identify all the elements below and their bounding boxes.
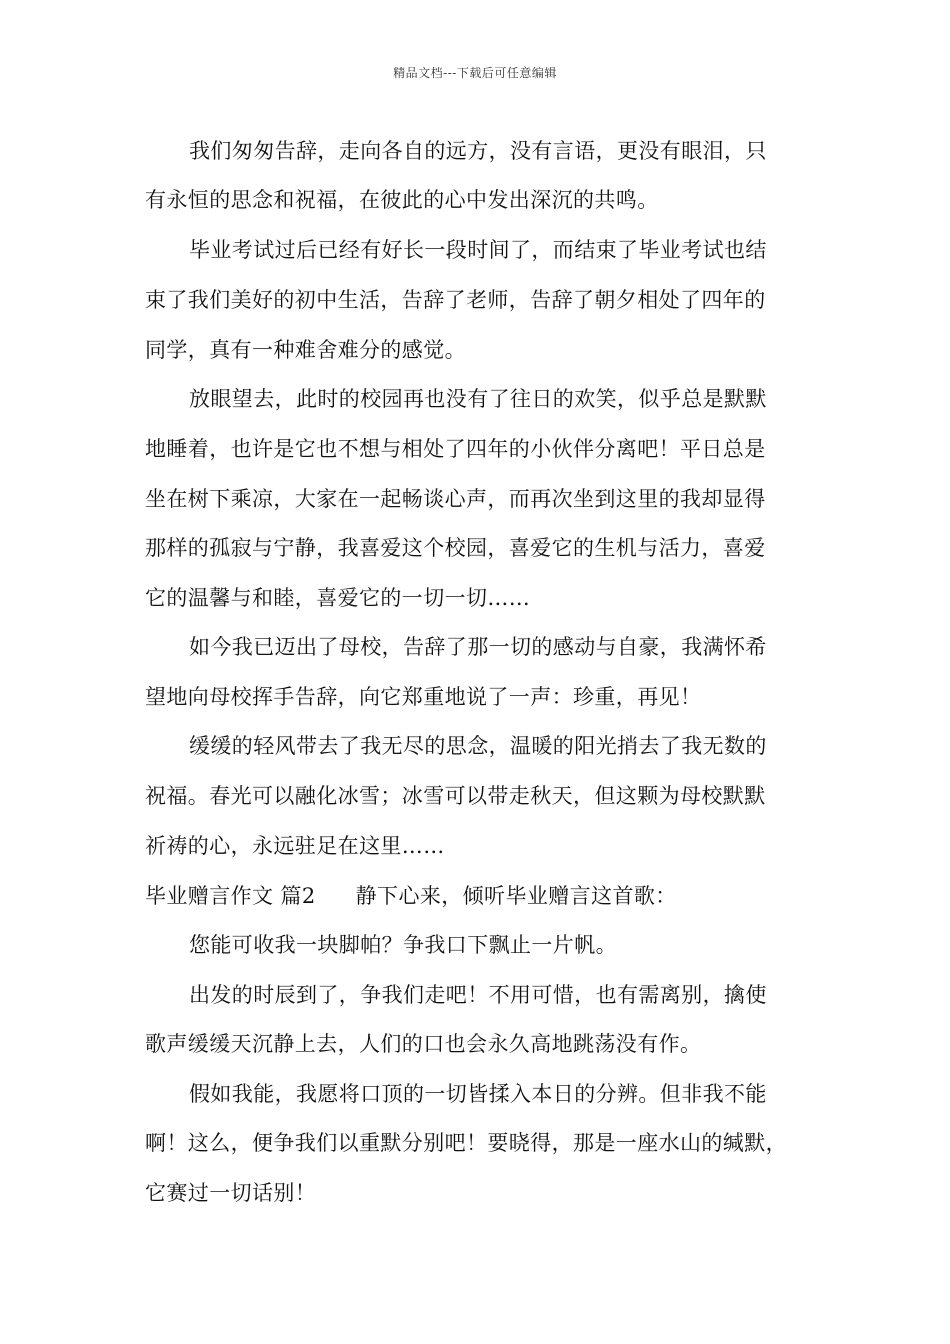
paragraph-line: 缓缓的轻风带去了我无尽的思念，温暖的阳光捎去了我无数的: [189, 734, 767, 758]
paragraph-line: 毕业考试过后已经有好长一段时间了，而结束了毕业考试也结: [189, 238, 767, 262]
page-header: 精品文档---下载后可任意编辑: [393, 66, 557, 80]
paragraph-line: 地睡着，也许是它也不想与相处了四年的小伙伴分离吧！平日总是: [145, 437, 766, 461]
paragraph-line: 放眼望去，此时的校园再也没有了往日的欢笑，似乎总是默默: [189, 387, 767, 411]
section-intro: 静下心来，倾听毕业赠言这首歌：: [355, 884, 677, 908]
paragraph-line: 它赛过一切话别！: [145, 1181, 317, 1205]
section-heading-line: [145, 884, 845, 908]
section-title: 毕业赠言作文 篇2: [145, 884, 316, 908]
paragraph-line: 它的温馨与和睦，喜爱它的一切一切……: [145, 586, 531, 610]
paragraph-line: 啊！这么，便争我们以重默分别吧！要晓得，那是一座水山的缄默，: [145, 1131, 787, 1155]
paragraph-line: 如今我已迈出了母校，告辞了那一切的感动与自豪，我满怀希: [189, 635, 767, 659]
paragraph-line: 祈祷的心，永远驻足在这里……: [145, 834, 445, 858]
paragraph-line: 同学，真有一种难舍难分的感觉。: [145, 338, 466, 362]
paragraph-line: 我们匆匆告辞，走向各自的远方，没有言语，更没有眼泪，只: [189, 139, 767, 163]
paragraph-line: 出发的时辰到了，争我们走吧！不用可惜，也有需离别，擒使: [189, 983, 767, 1007]
paragraph-line: 那样的孤寂与宁静，我喜爱这个校园，喜爱它的生机与活力，喜爱: [145, 536, 766, 560]
paragraph-line: 坐在树下乘凉，大家在一起畅谈心声，而再次坐到这里的我却显得: [145, 487, 766, 511]
paragraph-line: 有永恒的思念和祝福，在彼此的心中发出深沉的共鸣。: [145, 188, 659, 212]
paragraph-line: 祝福。春光可以融化冰雪；冰雪可以带走秋天，但这颗为母校默默: [145, 784, 766, 808]
paragraph-line: 束了我们美好的初中生活，告辞了老师，告辞了朝夕相处了四年的: [145, 288, 766, 312]
paragraph-line: 假如我能，我愿将口顶的一切皆揉入本日的分辨。但非我不能: [189, 1082, 767, 1106]
paragraph-line: 您能可收我一块脚帕？争我口下飘止一片帆。: [189, 933, 617, 957]
paragraph-line: 歌声缓缓天沉静上去，人们的口也会永久高地跳荡没有作。: [145, 1032, 702, 1056]
paragraph-line: 望地向母校挥手告辞，向它郑重地说了一声：珍重，再见！: [145, 685, 702, 709]
